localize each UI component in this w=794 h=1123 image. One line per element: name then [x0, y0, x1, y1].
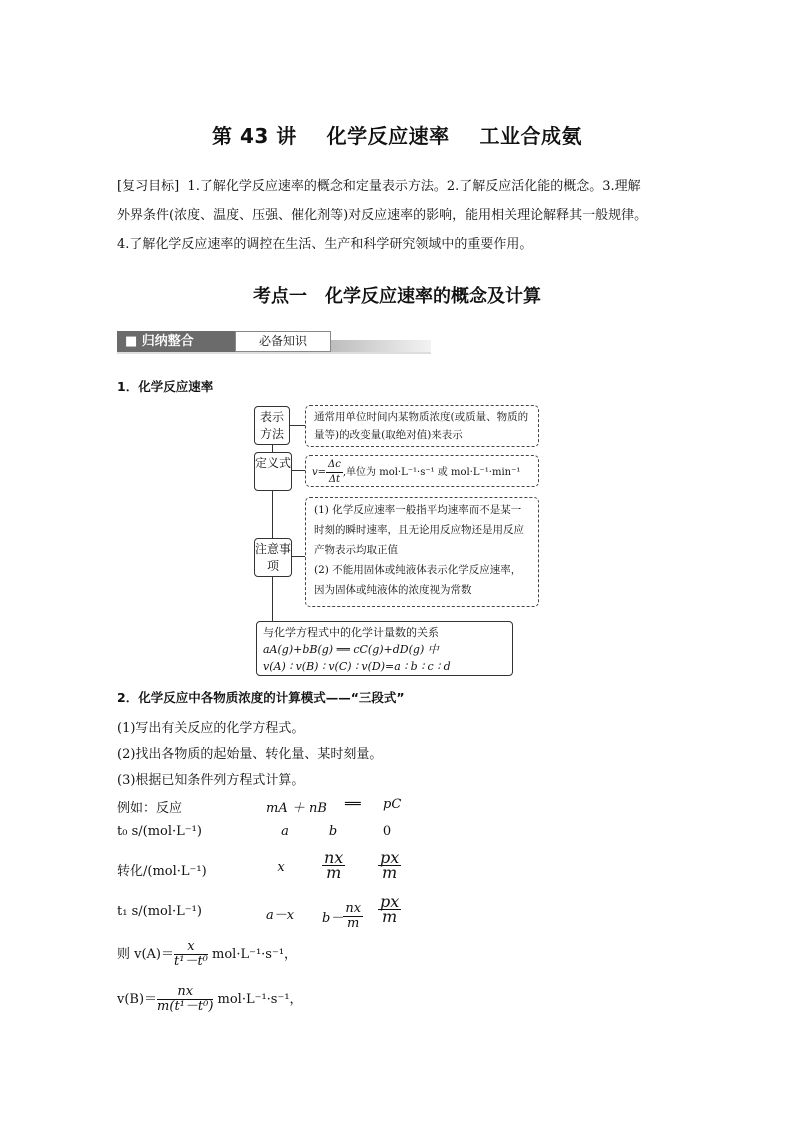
- step-1: (1)写出有关反应的化学方程式。: [117, 721, 305, 736]
- row0-reactants: mA ＋ nB: [266, 801, 327, 816]
- row2-x: x: [277, 860, 285, 875]
- banner-underline: [117, 352, 431, 354]
- def-fraction: $\frac{\Delta c}{\Delta t}$: [328, 459, 341, 485]
- row1-c: 0: [382, 824, 392, 839]
- review-label: [复习目标]: [117, 179, 180, 194]
- step-3: (3)根据已知条件列方程式计算。: [117, 773, 305, 788]
- review-line-3: 4.了解化学反应速率的调控在生活、生产和科学研究领域中的重要作用。: [117, 237, 533, 252]
- page-title: [0, 120, 794, 149]
- heading-three-step: 2．化学反应中各物质浓度的计算模式——“三段式”: [117, 690, 405, 705]
- formula-va: 则 v(A)＝ $\frac{x}{\text{t¹－t⁰}}$ mol·L⁻¹·s⁻¹，: [117, 939, 298, 969]
- note-1: (1) 化学反应速率一般指平均速率而不是某一时刻的瞬时速率，且无论用反应物还是用反应产物表示均取正值: [314, 504, 524, 556]
- row3-label: t₁ s/(mol·L⁻¹): [117, 904, 202, 919]
- row1-label: t₀ s/(mol·L⁻¹): [117, 824, 202, 839]
- banner-dark-label: ■ 归纳整合: [117, 331, 235, 352]
- review-line-2: 外界条件(浓度、温度、压强、催化剂等)对反应速率的影响，能用相关理论解释其一般规律。: [117, 208, 648, 223]
- section-banner: [117, 331, 431, 353]
- steps-list: [117, 716, 382, 794]
- node-notes-text: [305, 497, 539, 607]
- stoich-line-3: v(A) ∶ v(B) ∶ v(C) ∶ v(D)=a ∶ b ∶ c ∶ d: [263, 660, 451, 673]
- section-title: 考点一 化学反应速率的概念及计算: [253, 286, 541, 307]
- row0-equals: ══: [345, 797, 361, 812]
- connector-2: [291, 470, 305, 471]
- title-topic-1: 化学反应速率: [326, 124, 450, 148]
- row2-b-frac: $\frac{nx}{m}$: [324, 848, 344, 882]
- node-representation: 表示方法: [254, 406, 290, 445]
- connector-1: [289, 425, 305, 426]
- banner-light-label: 必备知识: [235, 331, 331, 352]
- connector-3: [291, 556, 305, 557]
- def-v: v=: [312, 467, 327, 478]
- node-notes: 注意事项: [254, 538, 292, 577]
- node-definition: 定义式: [254, 452, 292, 491]
- row3-a: a－x: [266, 908, 295, 923]
- lecture-number: 第 43 讲: [212, 124, 297, 148]
- heading-rate: 1．化学反应速率: [117, 379, 214, 394]
- banner-gradient: [331, 340, 431, 352]
- row1-a: a: [281, 824, 289, 839]
- review-line-1: 1.了解化学反应速率的概念和定量表示方法。2.了解反应活化能的概念。3.理解: [187, 179, 641, 194]
- def-unit: ,单位为 mol·L⁻¹·s⁻¹ 或 mol·L⁻¹·min⁻¹: [342, 467, 521, 478]
- review-goals: [117, 172, 683, 259]
- title-topic-2: 工业合成氨: [479, 124, 582, 148]
- node-stoichiometry: [256, 621, 513, 676]
- stoich-line-1: 与化学方程式中的化学计量数的关系: [263, 626, 439, 639]
- formula-vb: v(B)＝ $\frac{nx}{\text{m(t¹－t⁰)}}$ mol·L⁻¹·s⁻¹，: [117, 984, 303, 1014]
- step-2: (2)找出各物质的起始量、转化量、某时刻量。: [117, 747, 383, 762]
- node-representation-text: 通常用单位时间内某物质浓度(或质量、物质的量等)的改变量(取绝对值)来表示: [305, 405, 539, 447]
- row2-label: 转化/(mol·L⁻¹): [117, 864, 207, 879]
- row1-b: b: [328, 824, 338, 839]
- row3-b: b－ $\frac{nx}{m}$: [322, 901, 362, 931]
- node-definition-text: [305, 455, 539, 487]
- row2-c-frac: $\frac{px}{m}$: [380, 848, 400, 882]
- note-2: (2) 不能用固体或纯液体表示化学反应速率，因为固体或纯液体的浓度视为常数: [314, 564, 522, 596]
- row0-product: pC: [383, 797, 402, 812]
- row3-c-frac: $\frac{px}{m}$: [380, 892, 400, 926]
- stoich-line-2: aA(g)+bB(g) ══ cC(g)+dD(g) 中: [263, 643, 439, 656]
- row0-label: 例如：反应: [117, 801, 183, 816]
